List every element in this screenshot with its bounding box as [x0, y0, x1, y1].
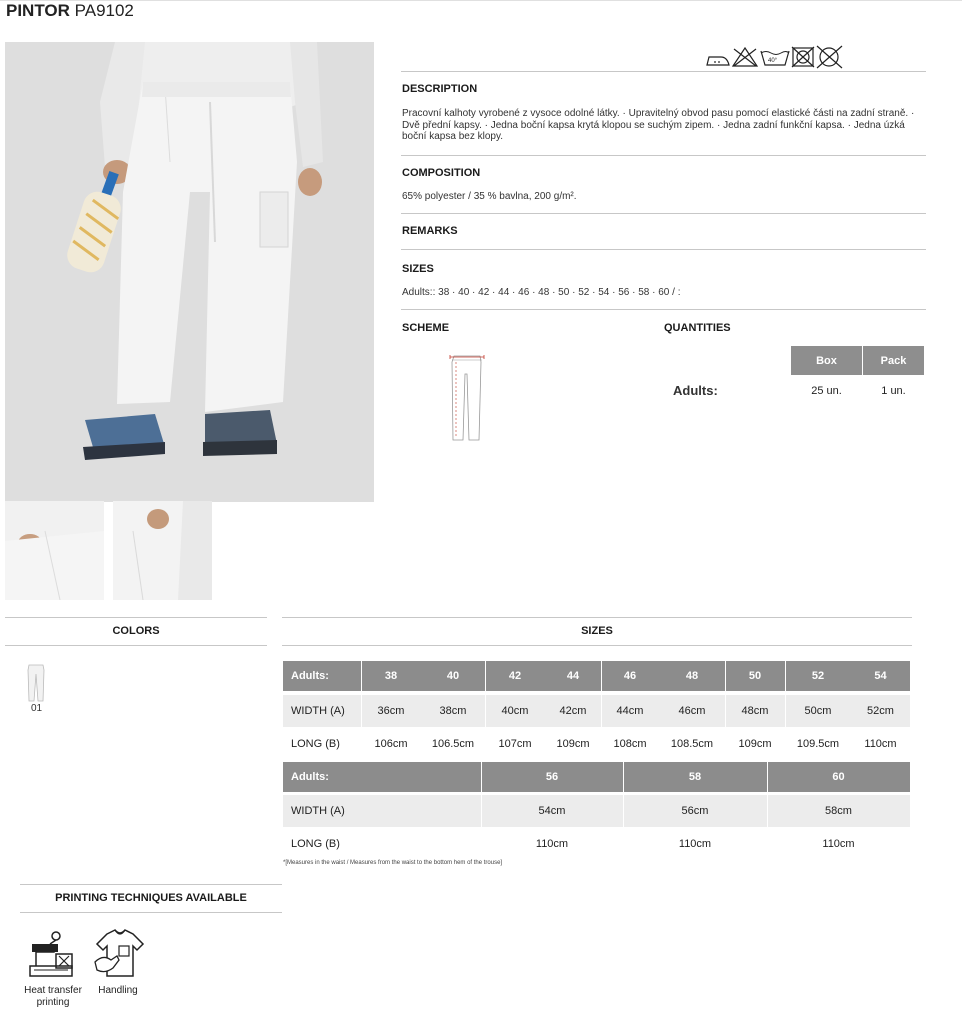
size-table-header-row-1 [283, 661, 910, 691]
qty-pack-value: 1 un. [881, 385, 906, 397]
main-product-photo[interactable] [5, 42, 374, 502]
size-head-56: 56 [545, 771, 559, 783]
thumb-illustration-1 [5, 501, 104, 600]
width-42: 40cm [501, 705, 529, 717]
qty-row-label: Adults: [673, 383, 718, 398]
long-60: 110cm [822, 838, 855, 850]
size-head-46: 46 [623, 670, 637, 682]
size-table-title: SIZES [581, 625, 613, 637]
long-50: 109cm [738, 738, 772, 750]
long-44: 109cm [556, 738, 590, 750]
size-head-48: 48 [685, 670, 699, 682]
description-title: DESCRIPTION [402, 83, 478, 95]
remarks-title: REMARKS [402, 225, 458, 237]
size-head-52: 52 [811, 670, 825, 682]
qty-header-box: Box [791, 346, 862, 375]
scheme-title: SCHEME [402, 322, 450, 334]
composition-text: 65% polyester / 35 % bavlna, 200 g/m². [402, 191, 577, 202]
qty-box-value: 25 un. [811, 385, 842, 397]
width-48: 46cm [678, 705, 706, 717]
color-code: 01 [31, 703, 43, 714]
size-head-44: 44 [566, 670, 580, 682]
divider [401, 249, 926, 250]
no-dry-clean-icon [817, 46, 842, 68]
composition-title: COMPOSITION [402, 167, 481, 179]
size-table-header-row-2 [283, 762, 910, 792]
width-54: 52cm [867, 705, 894, 717]
width-50: 48cm [741, 705, 769, 717]
wash-40-icon [761, 51, 789, 65]
size-head-label-2: Adults: [291, 771, 329, 783]
size-head-42: 42 [508, 670, 522, 682]
product-code: PA9102 [74, 1, 134, 20]
size-head-54: 54 [874, 670, 887, 682]
size-long-row-1 [283, 728, 910, 760]
long-42: 107cm [498, 738, 532, 750]
care-icons [705, 45, 847, 69]
size-head-60: 60 [832, 771, 845, 783]
divider [20, 884, 282, 885]
width-40: 38cm [439, 705, 467, 717]
divider [401, 213, 926, 214]
no-tumble-dry-icon [792, 47, 814, 67]
divider [401, 71, 926, 72]
sizes-list: Adults:: 38 · 40 · 42 · 44 · 46 · 48 · 50 · 52 · 54 · 56 · 58 · 60 / : [402, 287, 681, 298]
width-38: 36cm [377, 705, 405, 717]
size-head-58: 58 [688, 771, 702, 783]
no-bleach-icon [733, 48, 757, 66]
size-head-40: 40 [446, 670, 460, 682]
size-head-38: 38 [384, 670, 398, 682]
width-52: 50cm [804, 705, 832, 717]
heat-press-icon [26, 928, 76, 980]
width-44: 42cm [559, 705, 587, 717]
divider [5, 617, 267, 618]
long-48: 108.5cm [670, 738, 714, 750]
product-name: PINTOR [6, 1, 70, 20]
size-long-row-2 [283, 828, 910, 860]
top-border [0, 0, 962, 1]
width-46: 44cm [616, 705, 644, 717]
thumb-illustration-2 [113, 501, 212, 600]
quantities-title: QUANTITIES [664, 322, 731, 334]
size-width-row-1 [283, 695, 910, 727]
long-label: LONG (B) [291, 738, 340, 750]
heat-transfer-label: Heat transfer printing [24, 985, 82, 1008]
width-label-2: WIDTH (A) [291, 805, 345, 817]
handling-label: Handling [98, 985, 138, 996]
divider [5, 645, 267, 646]
size-head-label: Adults: [291, 670, 329, 682]
width-58: 56cm [681, 805, 709, 817]
printing-title: PRINTING TECHNIQUES AVAILABLE [55, 892, 247, 904]
trousers-photo-illustration [5, 42, 374, 502]
wash-temp: 40° [768, 58, 778, 64]
handling-icon [93, 928, 147, 980]
iron-icon [707, 57, 729, 65]
thumbnail-side-pocket[interactable] [113, 501, 212, 600]
divider [401, 309, 926, 310]
size-head-50: 50 [748, 670, 762, 682]
long-46: 108cm [613, 738, 647, 750]
trousers-scheme-drawing [446, 352, 488, 444]
sizes-title: SIZES [402, 263, 434, 275]
qty-header-pack: Pack [863, 346, 924, 375]
size-footnote: *[Measures in the waist / Measures from the waist to the bottom hem of the trouse] [283, 860, 503, 866]
product-title [6, 1, 134, 21]
width-60: 58cm [825, 805, 852, 817]
divider [20, 912, 282, 913]
long-52: 109.5cm [796, 738, 840, 750]
divider [401, 155, 926, 156]
long-56: 110cm [535, 838, 569, 850]
long-38: 106cm [374, 738, 408, 750]
thumbnail-front-pocket[interactable] [5, 501, 104, 600]
long-54: 110cm [864, 738, 897, 750]
long-58: 110cm [678, 838, 712, 850]
divider [282, 617, 912, 618]
size-width-row-2 [283, 795, 910, 827]
colors-title: COLORS [112, 625, 160, 637]
long-40: 106.5cm [431, 738, 475, 750]
width-label: WIDTH (A) [291, 705, 345, 717]
description-text: Pracovní kalhoty vyrobené z vysoce odolné látky. · Upravitelný obvod pasu pomocí elastické části na zadní straně. · Dvě přední kapsy. · Jedna boční kapsa krytá klopou se suchým zipem. · Jedna zadní funkční kapsa. · Jedna úzká boční kapsa bez klopy. [402, 108, 915, 142]
long-label-2: LONG (B) [291, 838, 340, 850]
color-swatch-01[interactable] [26, 664, 46, 702]
divider [282, 645, 912, 646]
width-56: 54cm [538, 805, 566, 817]
